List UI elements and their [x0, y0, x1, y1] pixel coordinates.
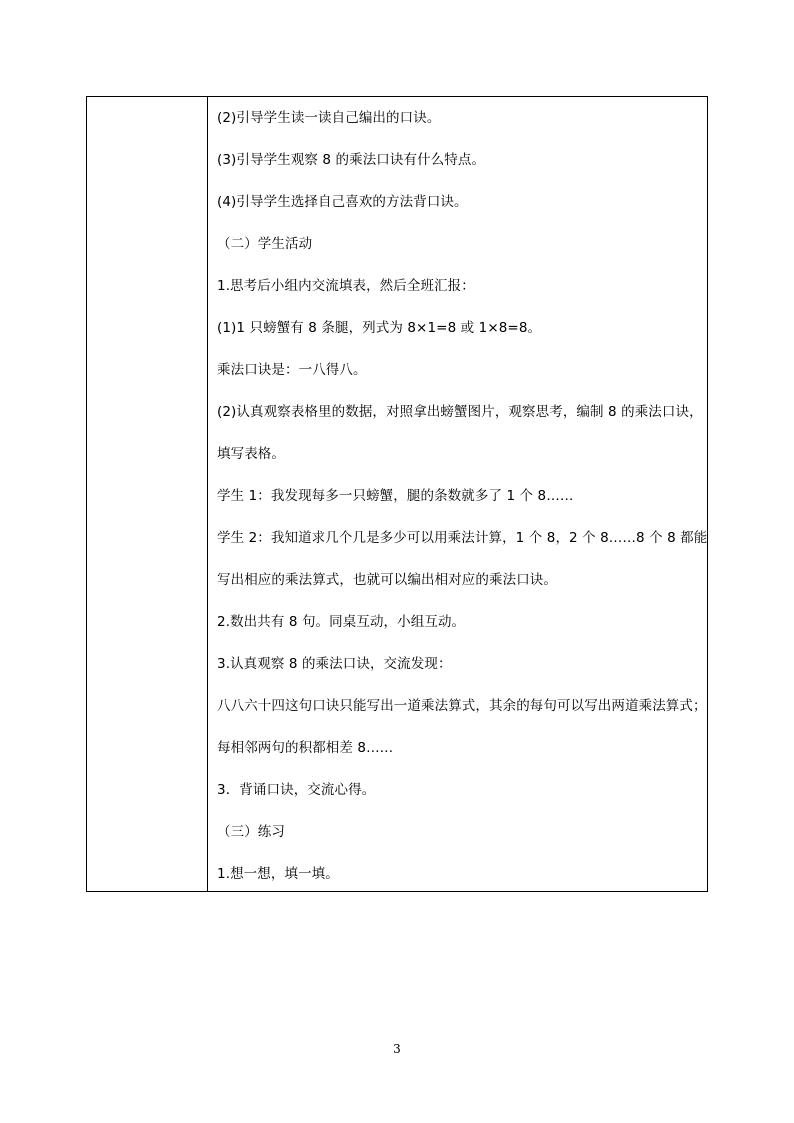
text-line-15: 八八六十四这句口诀只能写出一道乘法算式，其余的每句可以写出两道乘法算式； [217, 698, 707, 714]
text-line-9: 填写表格。 [217, 446, 285, 462]
text-line-16: 每相邻两句的积都相差 8…… [217, 740, 394, 756]
text-line-3: (4)引导学生选择自己喜欢的方法背口诀。 [217, 194, 468, 210]
text-line-17: 3．背诵口诀，交流心得。 [217, 782, 376, 798]
page-number: 3 [393, 1042, 401, 1056]
text-line-7: 乘法口诀是：一八得八。 [217, 362, 367, 378]
text-line-2: (3)引导学生观察 8 的乘法口诀有什么特点。 [217, 152, 486, 168]
text-line-11: 学生 2：我知道求几个几是多少可以用乘法计算，1 个 8，2 个 8……8 个 8 都能 [217, 530, 708, 546]
text-line-8: (2)认真观察表格里的数据，对照拿出螃蟹图片，观察思考，编制 8 的乘法口诀， [217, 404, 703, 420]
text-line-6: (1)1 只螃蟹有 8 条腿，列式为 8×1=8 或 1×8=8。 [217, 320, 542, 336]
section-heading-practice: （三）练习 [217, 824, 285, 840]
lesson-table [86, 96, 708, 892]
section-heading-student-activity: （二）学生活动 [217, 236, 313, 252]
text-line-1: (2)引导学生读一读自己编出的口诀。 [217, 110, 441, 126]
text-line-5: 1.思考后小组内交流填表，然后全班汇报： [217, 278, 475, 294]
text-line-13: 2.数出共有 8 句。同桌互动，小组互动。 [217, 614, 466, 630]
table-left-cell [87, 97, 208, 891]
text-line-19: 1.想一想，填一填。 [217, 866, 339, 882]
text-line-12: 写出相应的乘法算式，也就可以编出相对应的乘法口诀。 [217, 572, 557, 588]
text-line-10: 学生 1：我发现每多一只螃蟹，腿的条数就多了 1 个 8…… [217, 488, 574, 504]
table-content-cell [208, 97, 707, 891]
text-line-14: 3.认真观察 8 的乘法口诀，交流发现： [217, 656, 452, 672]
